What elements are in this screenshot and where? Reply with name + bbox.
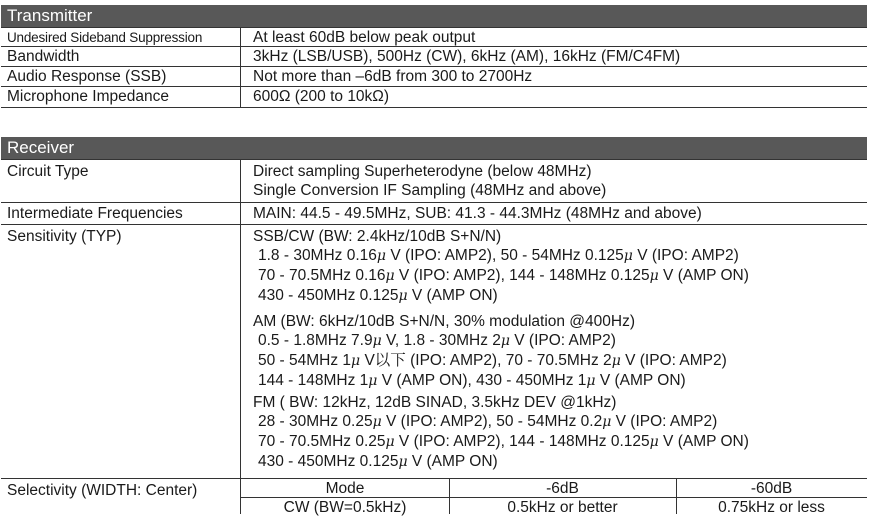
spec-row-circuit-type xyxy=(1,159,867,203)
column-divider xyxy=(449,479,450,514)
selectivity-header-6db: -6dB xyxy=(449,479,676,498)
spec-value: Not more than –6dB from 300 to 2700Hz xyxy=(253,68,533,85)
selectivity-cell-6db: 0.5kHz or better xyxy=(507,499,618,516)
sensitivity-line: 430 - 450MHz 0.125μ V (AMP ON) xyxy=(258,453,498,470)
spec-label: Bandwidth xyxy=(1,47,241,66)
column-divider xyxy=(676,479,677,514)
sensitivity-details xyxy=(241,225,867,478)
spec-row-bandwidth xyxy=(1,47,867,67)
selectivity-cell-60db: 0.75kHz or less xyxy=(718,499,825,516)
spec-label: Intermediate Frequencies xyxy=(1,203,241,224)
sensitivity-line: 0.5 - 1.8MHz 7.9μ V, 1.8 - 30MHz 2μ V (IPO: AMP2) xyxy=(258,332,616,349)
spec-row-audio-response xyxy=(1,67,867,87)
sensitivity-line: 144 - 148MHz 1μ V (AMP ON), 430 - 450MHz 1μ V (AMP ON) xyxy=(258,372,686,389)
transmitter-title: Transmitter xyxy=(7,6,93,25)
spec-value: MAIN: 44.5 - 49.5MHz, SUB: 41.3 - 44.3MHz (48MHz and above) xyxy=(253,205,702,222)
selectivity-table xyxy=(241,479,867,514)
spec-label: Selectivity (WIDTH: Center) xyxy=(1,479,241,514)
spec-value: At least 60dB below peak output xyxy=(253,29,476,46)
spec-label: Microphone Impedance xyxy=(1,87,241,107)
sensitivity-line: 50 - 54MHz 1μ V以下 (IPO: AMP2), 70 - 70.5MHz 2μ V (IPO: AMP2) xyxy=(258,352,727,369)
circuit-type-line: Direct sampling Superheterodyne (below 48MHz) xyxy=(253,163,592,180)
spec-label: Audio Response (SSB) xyxy=(1,67,241,86)
circuit-type-line: Single Conversion IF Sampling (48MHz and above) xyxy=(253,182,607,199)
spec-label: Undesired Sideband Suppression xyxy=(1,28,241,46)
spec-row-sensitivity xyxy=(1,225,867,479)
sensitivity-line: 1.8 - 30MHz 0.16μ V (IPO: AMP2), 50 - 54MHz 0.125μ V (IPO: AMP2) xyxy=(258,247,739,264)
receiver-header xyxy=(1,137,867,159)
sensitivity-line: 28 - 30MHz 0.25μ V (IPO: AMP2), 50 - 54MHz 0.2μ V (IPO: AMP2) xyxy=(258,413,718,430)
sensitivity-line: 70 - 70.5MHz 0.25μ V (IPO: AMP2), 144 - 148MHz 0.125μ V (AMP ON) xyxy=(258,433,749,450)
spec-label: Circuit Type xyxy=(1,160,241,202)
transmitter-header xyxy=(1,5,867,27)
selectivity-header-mode: Mode xyxy=(241,479,449,498)
sensitivity-line: 70 - 70.5MHz 0.16μ V (IPO: AMP2), 144 - 148MHz 0.125μ V (AMP ON) xyxy=(258,267,749,284)
sensitivity-am-heading: AM (BW: 6kHz/10dB S+N/N, 30% modulation @400Hz) xyxy=(253,313,636,330)
sensitivity-line: 430 - 450MHz 0.125μ V (AMP ON) xyxy=(258,287,498,304)
spec-label: Sensitivity (TYP) xyxy=(1,225,241,478)
selectivity-header-60db: -60dB xyxy=(676,479,867,498)
sensitivity-fm-heading: FM ( BW: 12kHz, 12dB SINAD, 3.5kHz DEV @1kHz) xyxy=(253,394,617,411)
spec-row-sideband-suppression xyxy=(1,27,867,47)
sensitivity-ssb-cw-heading: SSB/CW (BW: 2.4kHz/10dB S+N/N) xyxy=(253,228,502,245)
spec-row-selectivity xyxy=(1,479,867,514)
spec-value: 600Ω (200 to 10kΩ) xyxy=(253,88,390,105)
selectivity-cell-mode: CW (BW=0.5kHz) xyxy=(283,499,407,516)
spec-row-mic-impedance xyxy=(1,87,867,108)
spec-value: 3kHz (LSB/USB), 500Hz (CW), 6kHz (AM), 16kHz (FM/C4FM) xyxy=(253,48,681,65)
spec-row-intermediate-frequencies xyxy=(1,203,867,225)
spec-value-multiline xyxy=(241,160,867,202)
receiver-title: Receiver xyxy=(7,138,75,157)
